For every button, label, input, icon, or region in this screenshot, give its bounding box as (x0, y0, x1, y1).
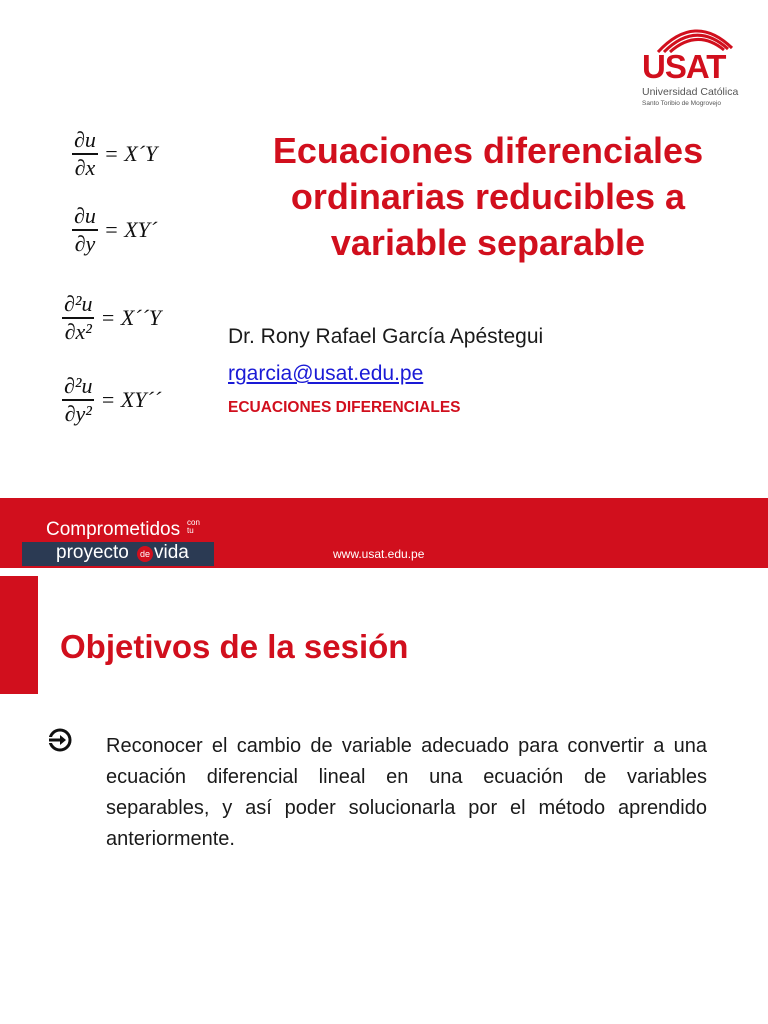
equation-d2u-dy2 (62, 374, 161, 426)
slide2-accent-bar (0, 576, 38, 694)
website-url: www.usat.edu.pe (333, 547, 425, 561)
equation-du-dy (72, 204, 157, 256)
equation-d2u-dx2 (62, 292, 161, 344)
equation-rhs: = X´Y (103, 140, 158, 166)
equation-denominator: ∂y (74, 230, 96, 256)
slide-title (228, 128, 748, 266)
equation-denominator: ∂x² (64, 318, 92, 344)
slogan-de-badge: de (137, 546, 153, 562)
slogan-line-1: Comprometidos (46, 519, 181, 540)
arrow-circle-bullet-icon (48, 728, 72, 752)
slide-title-line-1: Ecuaciones diferenciales (272, 130, 704, 171)
equation-numerator: ∂u (74, 203, 96, 228)
logo-university-subname: Santo Toribio de Mogrovejo (642, 100, 722, 107)
usat-logo (640, 18, 740, 107)
slogan-small-tu: tu (187, 526, 194, 535)
objective-text: Reconocer el cambio de variable adecuado para convertir a una ecuación diferencial lineal en una ecuación de variables separables, y así poder solucionarla por el método aprendido anteriormente. (106, 735, 707, 850)
author-email-link[interactable]: rgarcia@usat.edu.pe (228, 362, 424, 385)
equation-rhs: = X´´Y (100, 304, 162, 330)
course-name: ECUACIONES DIFERENCIALES (228, 399, 461, 416)
slide2-title: Objetivos de la sesión (60, 628, 409, 665)
logo-text: USAT (642, 48, 726, 85)
equation-du-dx (72, 128, 157, 180)
author-name: Dr. Rony Rafael García Apéstegui (228, 325, 544, 348)
slogan-small-text (187, 519, 200, 535)
equation-denominator: ∂x (74, 154, 96, 180)
slogan-word-proyecto: proyecto (56, 542, 129, 563)
slide-title-line-2: ordinarias reducibles a (290, 176, 686, 217)
equation-rhs: = XY´ (103, 216, 158, 242)
slogan-word-vida: vida (154, 542, 189, 563)
equation-rhs: = XY´´ (100, 386, 162, 412)
slogan-small-con: con (187, 518, 200, 527)
equation-numerator: ∂u (74, 127, 96, 152)
logo-university-name: Universidad Católica (642, 86, 739, 98)
slide-title-line-3: variable separable (330, 222, 646, 263)
equation-numerator: ∂²u (64, 373, 93, 398)
equation-numerator: ∂²u (64, 291, 93, 316)
equation-denominator: ∂y² (64, 400, 92, 426)
